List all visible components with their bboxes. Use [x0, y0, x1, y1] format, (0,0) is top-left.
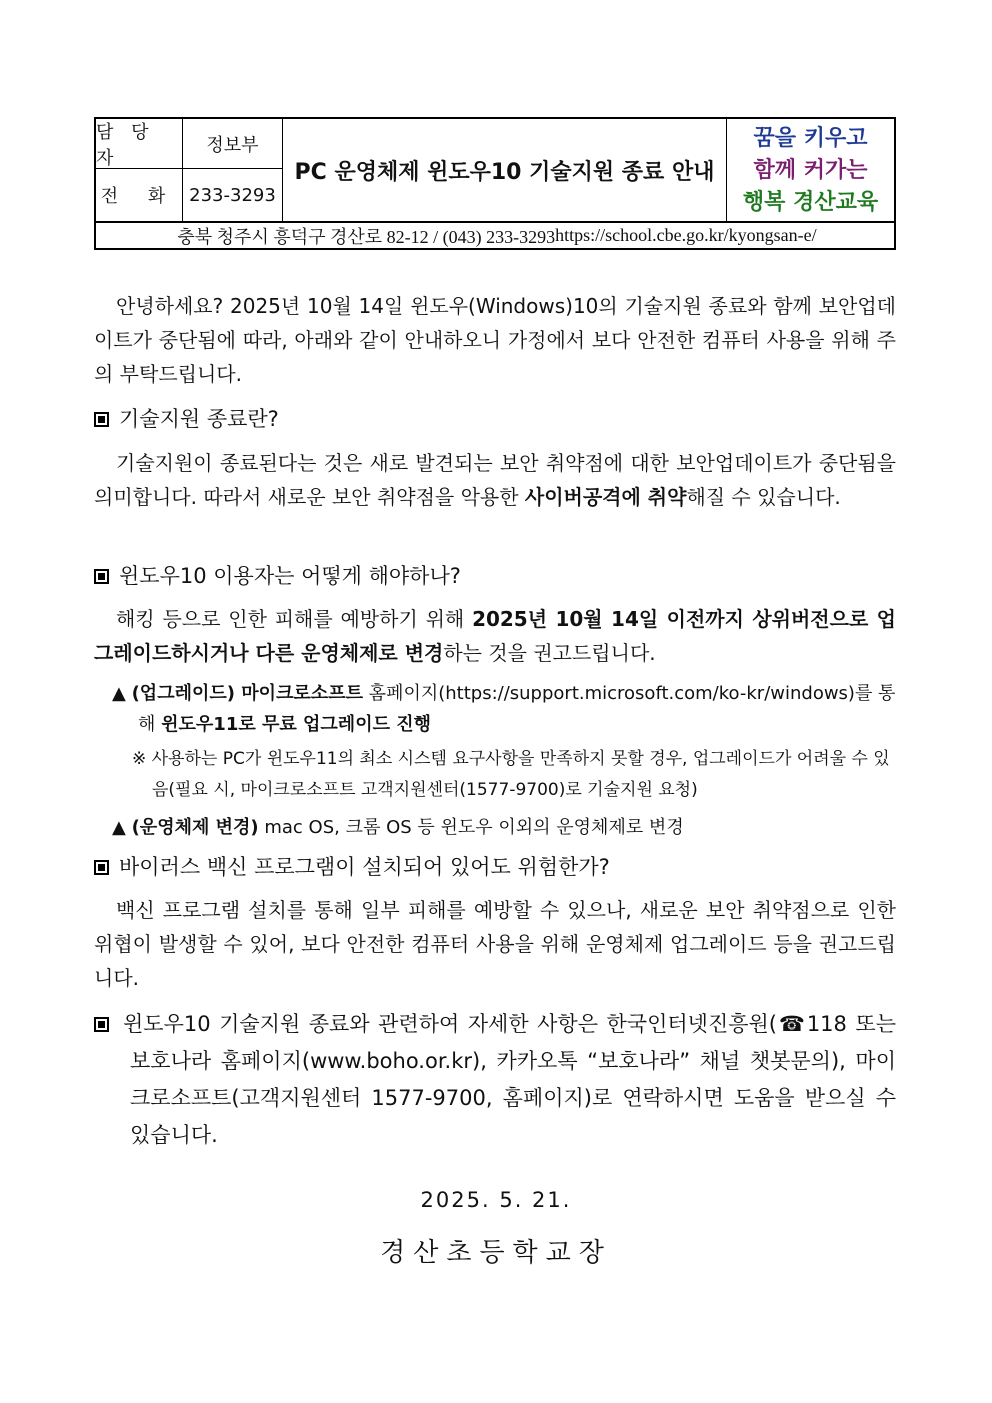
label-dept: 담 당 자 — [96, 119, 183, 169]
signature: 경산초등학교장 — [380, 1238, 612, 1268]
address-bar — [96, 221, 894, 248]
value-dept: 정보부 — [183, 119, 283, 169]
square-bullet-icon — [94, 860, 109, 875]
section-body-3: 백신 프로그램 설치를 통해 일부 피해를 예방할 수 있으나, 새로운 보안 취약점으로 인한 위협이 발생할 수 있어, 보다 안전한 컴퓨터 사용을 위해 운영체제 업그레이드 등을 권고드립니다. — [94, 898, 896, 990]
triangle-bullet-icon: ▲ — [112, 817, 126, 838]
bullet-upgrade: ▲ (업그레이드) 마이크로소프트 홈페이지(https://support.microsoft.com/ko-kr/windows)를 통해 윈도우11로 무료 업그레이드 진행 — [112, 683, 896, 735]
section-body-1: 기술지원이 종료된다는 것은 새로 발견되는 보안 취약점에 대한 보안업데이트가 중단됨을 의미합니다. 따라서 새로운 보안 취약점을 악용한 사이버공격에 취약해질 수 있습니다. — [94, 451, 896, 509]
slogan-line-2: 함께 커가는 — [753, 157, 868, 183]
square-bullet-icon — [94, 569, 109, 584]
slogan-line-1: 꿈을 키우고 — [753, 125, 868, 151]
document-title: PC 운영체제 윈도우10 기술지원 종료 안내 — [283, 119, 727, 221]
section-heading-2: 윈도우10 이용자는 어떻게 해야하나? — [94, 559, 896, 593]
section-heading-3: 바이러스 백신 프로그램이 설치되어 있어도 위험한가? — [94, 850, 896, 884]
note-requirements: ※ 사용하는 PC가 윈도우11의 최소 시스템 요구사항을 만족하지 못할 경우, 업그레이드가 어려울 수 있음(필요 시, 마이크로소프트 고객지원센터(1577-9700)로 기술지원 요청) — [132, 749, 890, 800]
value-phone: 233-3293 — [183, 169, 283, 221]
closing-paragraph: 윈도우10 기술지원 종료와 관련하여 자세한 사항은 한국인터넷진흥원(☎118 또는 보호나라 홈페이지(www.boho.or.kr), 카카오톡 “보호나라” 채널 챗봇문의), 마이크로소프트(고객지원센터 1577-9700, 홈페이지)로 연락하시면 도움을 받으실 수 있습니다. — [94, 1006, 896, 1154]
square-bullet-icon — [94, 412, 109, 427]
slogan — [727, 119, 894, 221]
label-phone: 전 화 — [96, 169, 183, 221]
school-address: 충북 청주시 흥덕구 경산로 82-12 / (043) 233-3293 — [177, 226, 556, 247]
reference-mark-icon: ※ — [132, 749, 147, 769]
school-url: https://school.cbe.go.kr/kyongsan-e/ — [555, 225, 817, 245]
slogan-line-3: 행복 경산교육 — [742, 189, 879, 215]
triangle-bullet-icon: ▲ — [112, 683, 126, 704]
issue-date: 2025. 5. 21. — [420, 1188, 572, 1212]
section-heading-1: 기술지원 종료란? — [94, 402, 896, 436]
bullet-os-change: ▲ (운영체제 변경) mac OS, 크롬 OS 등 윈도우 이외의 운영체제로 변경 — [112, 817, 684, 838]
header-table — [94, 117, 896, 250]
intro-paragraph: 안녕하세요? 2025년 10월 14일 윈도우(Windows)10의 기술지원 종료와 함께 보안업데이트가 중단됨에 따라, 아래와 같이 안내하오니 가정에서 보다 안전한 컴퓨터 사용을 위해 주의 부탁드립니다. — [94, 294, 896, 386]
square-bullet-icon — [94, 1017, 109, 1032]
section-body-2: 해킹 등으로 인한 피해를 예방하기 위해 2025년 10월 14일 이전까지 상위버전으로 업그레이드하시거나 다른 운영체제로 변경하는 것을 권고드립니다. — [94, 607, 897, 665]
